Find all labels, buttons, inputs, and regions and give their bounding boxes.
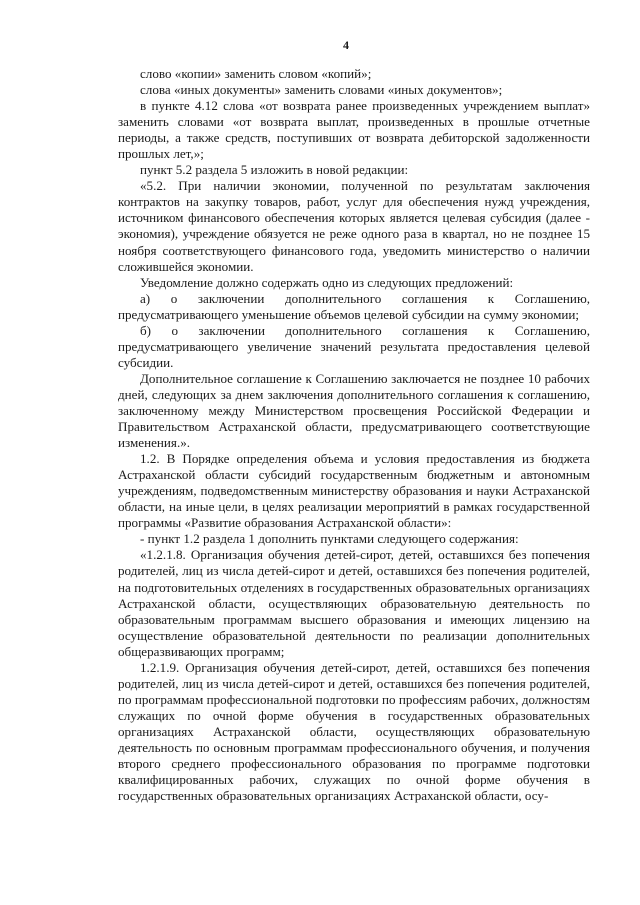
- paragraph: Дополнительное соглашение к Соглашению заключается не позднее 10 рабочих дней, следующих за днем заключения дополнительного соглашения к соглашению, заключенному между Министерством просвещения Российской Федерации и Правительством Астраханской области, предусматривающего соответствующие изменения.».: [118, 370, 590, 451]
- paragraph: «1.2.1.8. Организация обучения детей-сирот, детей, оставшихся без попечения родителей, лиц из числа детей-сирот и детей, оставшихся без попечения родителей, на подготовительных отделениях в государственных образовательных организациях Астраханской области, осуществляющих образовательную деятельность по образовательным программам высшего образования и имеющих лицензию на осуществление образовательной деятельности по реализации дополнительных общеразвивающих программ;: [118, 547, 590, 659]
- paragraph: 1.2.1.9. Организация обучения детей-сирот, детей, оставшихся без попечения родителей, лиц из числа детей-сирот и детей, оставшихся без попечения родителей, по программам профессиональной подготовки по профессиям рабочих, должностям служащих по очной форме обучения в государственных образовательных организациях Астраханской области, осуществляющих образовательную деятельность по основным программам профессионального обучения, и получения второго среднего профессионального образования по программе подготовки квалифицированных рабочих, служащих по очной форме обучения в государственных образовательных организациях Астраханской области, осу-: [118, 659, 590, 804]
- paragraph: слова «иных документы» заменить словами «иных документов»;: [140, 82, 503, 98]
- paragraph: б) о заключении дополнительного соглашения к Соглашению, предусматривающего увеличение значений результата предоставления целевой субсидии.: [118, 322, 590, 370]
- page-number: 4: [343, 38, 349, 52]
- paragraph: в пункте 4.12 слова «от возврата ранее произведенных учреждением выплат» заменить словами «от возврата выплат, произведенных в прошлые отчетные периоды, а также средств, поступивших от возврата дебиторской задолженности прошлых лет,»;: [118, 98, 590, 162]
- paragraph: пункт 5.2 раздела 5 изложить в новой редакции:: [140, 162, 409, 178]
- paragraph: Уведомление должно содержать одно из следующих предложений:: [140, 274, 514, 290]
- paragraph: 1.2. В Порядке определения объема и условия предоставления из бюджета Астраханской области субсидий государственным бюджетным и автономным учреждениям, подведомственным министерству образования и науки Астраханской области, на иные цели, в целях реализации мероприятий в рамках государственной программы «Развитие образования Астраханской области»:: [118, 451, 590, 531]
- paragraph: а) о заключении дополнительного соглашения к Соглашению, предусматривающего уменьшение объемов целевой субсидии на сумму экономии;: [118, 290, 590, 322]
- document-body: [118, 66, 590, 804]
- paragraph: «5.2. При наличии экономии, полученной по результатам заключения контрактов на закупку товаров, работ, услуг для обеспечения нужд учреждения, источником финансового обеспечения которых является целевая субсидия (далее - экономия), учреждение обязуется не реже одного раза в квартал, но не позднее 15 ноября соответствующего финансового года, уведомить министерство о наличии сложившейся экономии.: [118, 178, 590, 274]
- paragraph: слово «копии» заменить словом «копий»;: [140, 66, 372, 81]
- paragraph: - пункт 1.2 раздела 1 дополнить пунктами следующего содержания:: [140, 531, 519, 547]
